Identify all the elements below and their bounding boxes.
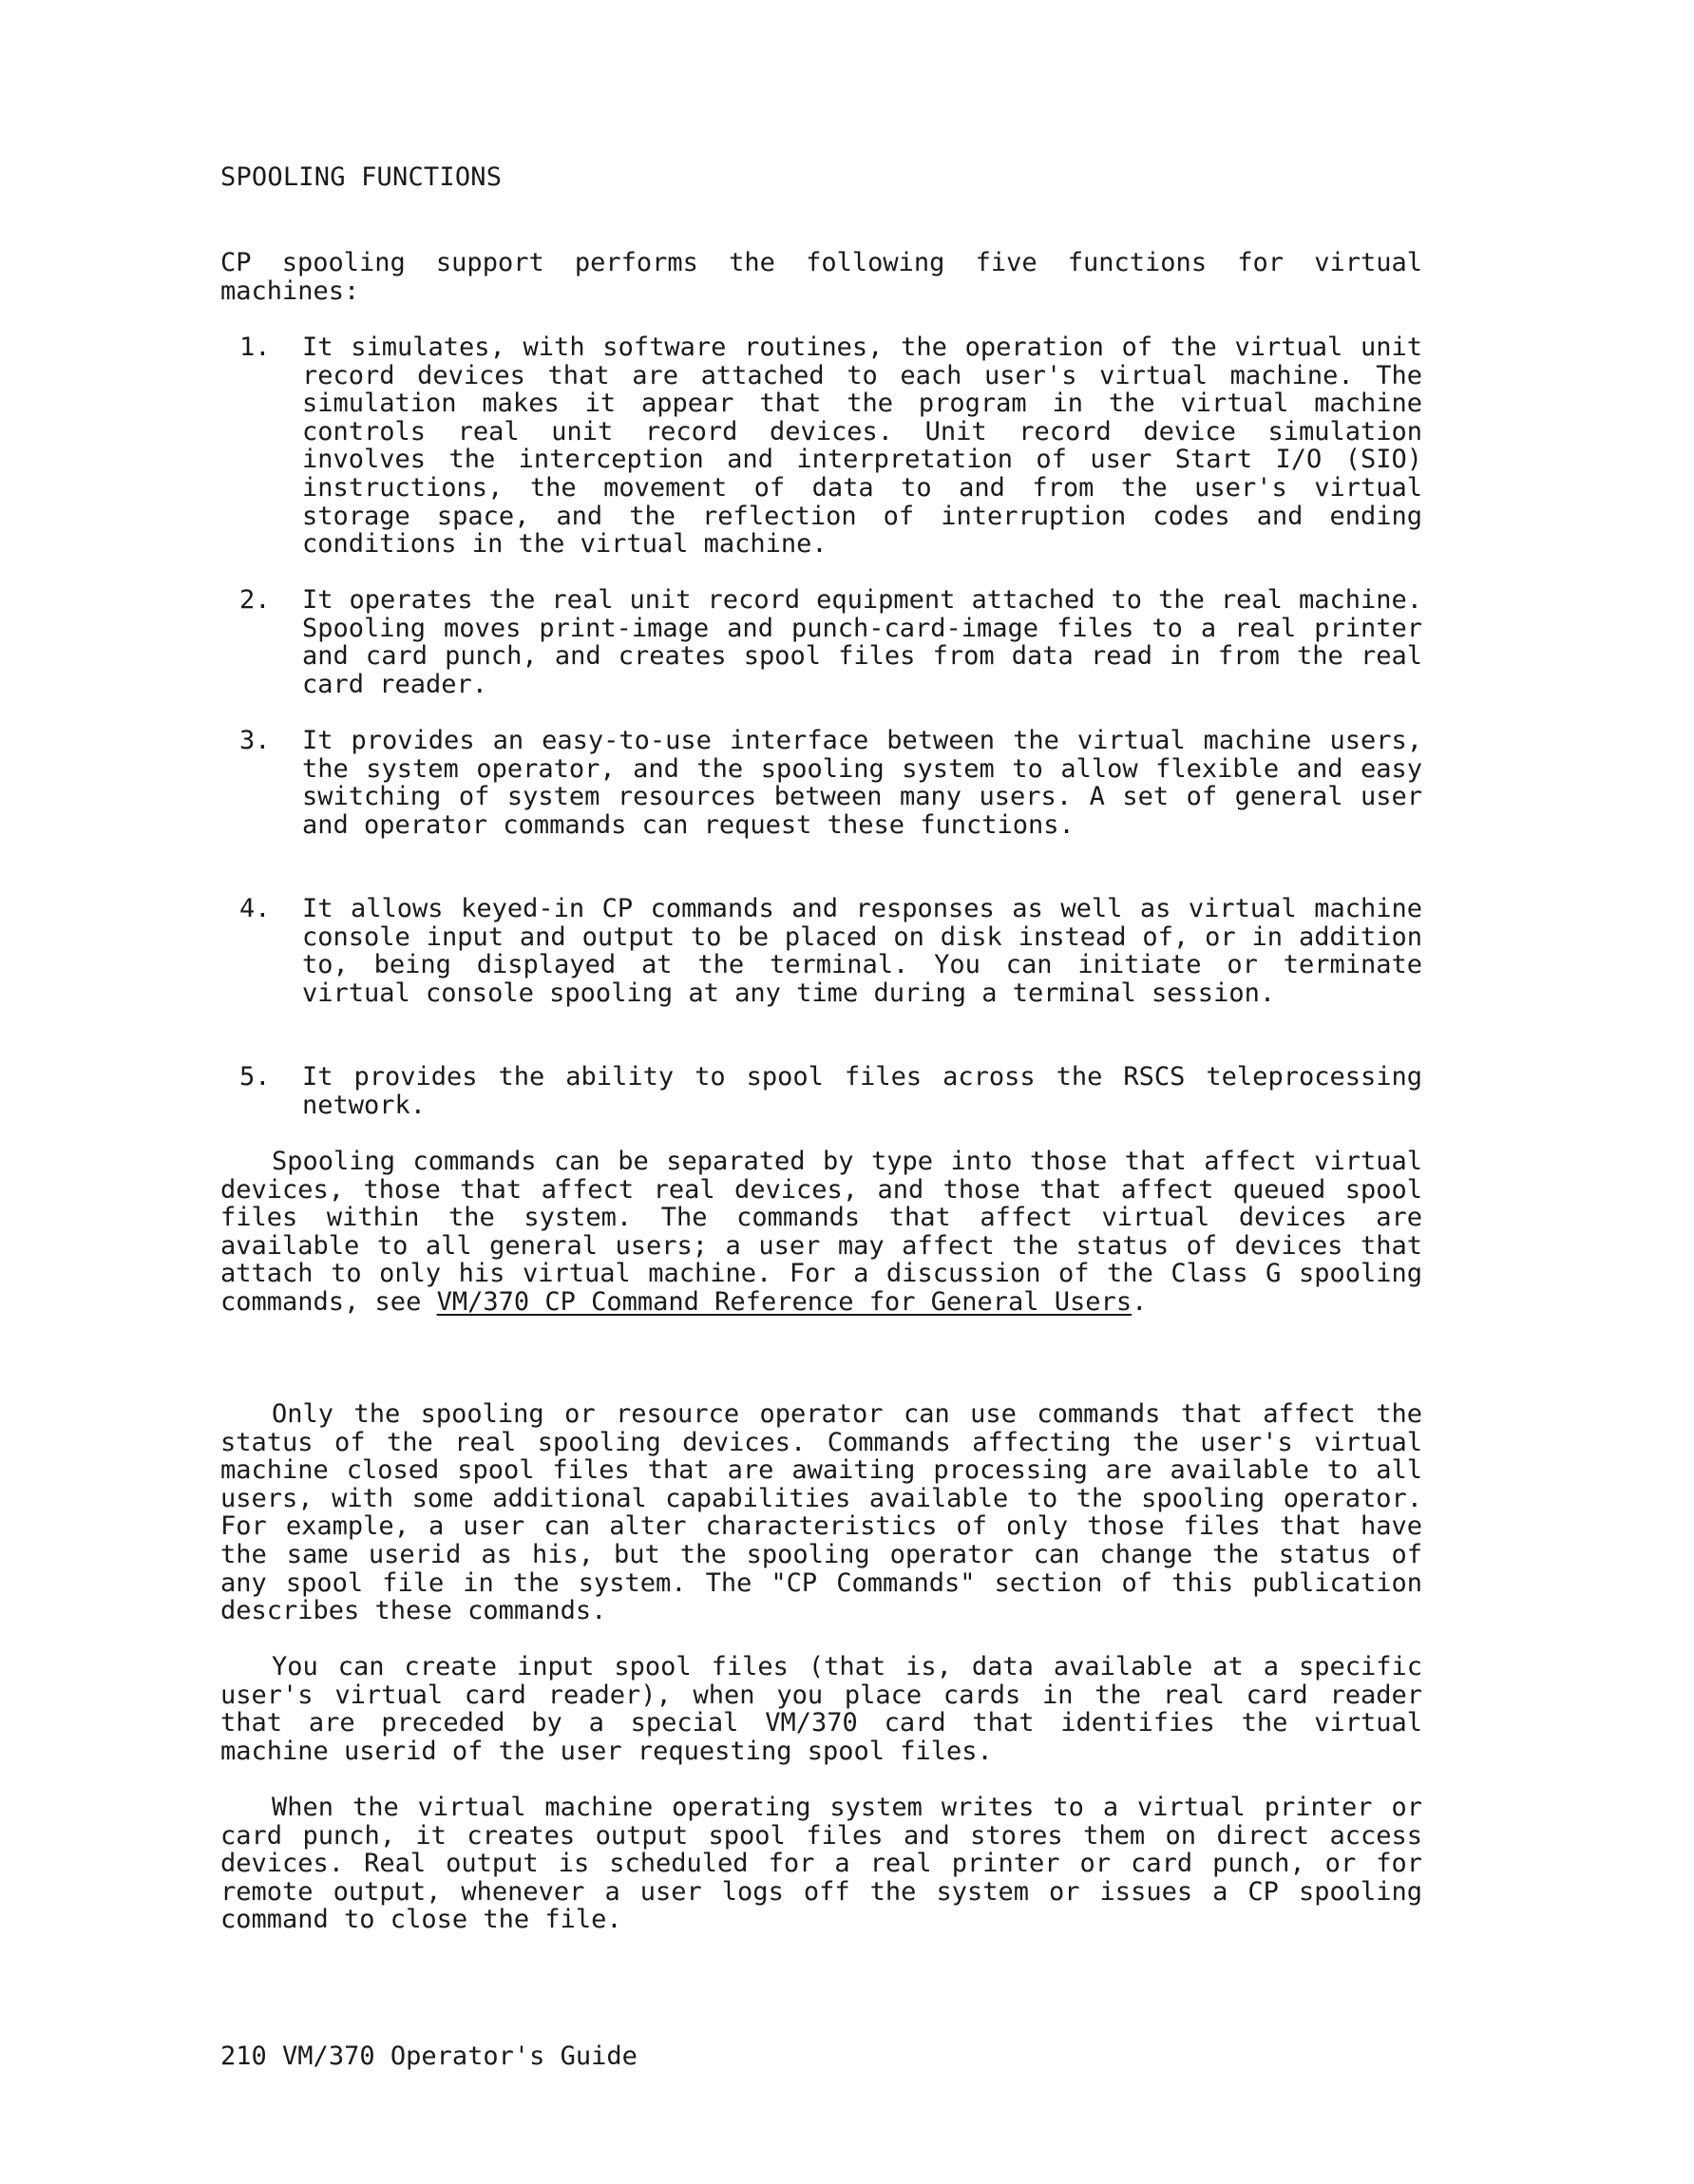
function-item-5 [220, 1063, 1422, 1119]
function-item-2 [220, 586, 1422, 698]
function-item-4 [220, 895, 1422, 1007]
operator-commands-paragraph: Only the spooling or resource operator can use commands that affect the status of the real spooling devices. Commands affecting the user's virtual machine closed spool files that are awaiting processing are available to all users, with some additional capabilities available to the spooling operator. For example, a user can alter characteristics of only those files that have the same userid as his, but the spooling operator can change the status of any spool file in the system. The "CP Commands" section of this publication describes these commands. [220, 1399, 1422, 1626]
function-number: 1. [239, 332, 271, 362]
intro-paragraph: CP spooling support performs the following five functions for virtual machines: [220, 248, 1422, 306]
function-text: It allows keyed-in CP commands and responses as well as virtual machine console input and output to be placed on disk instead of, or in addition to, being displayed at the terminal. You can initiate or terminate virtual console spooling at any time during a terminal session. [302, 894, 1422, 1008]
publication-reference: VM/370 CP Command Reference for General Users [436, 1286, 1133, 1317]
function-number: 5. [239, 1062, 271, 1092]
paragraph-end: . [1132, 1286, 1148, 1317]
function-item-3 [220, 727, 1422, 839]
publication-title: VM/370 Operator's Guide [282, 2042, 638, 2071]
page-footer [220, 2042, 638, 2071]
output-spool-paragraph: When the virtual machine operating system writes to a virtual printer or card punch, it creates output spool files and stores them on direct access devices. Real output is scheduled for a real printer or card punch, or for remote output, whenever a user logs off the system or issues a CP spooling command to close the file. [220, 1793, 1422, 1935]
input-spool-paragraph: You can create input spool files (that is, data available at a specific user's virtual card reader), when you place cards in the real card reader that are preceded by a special VM/370 card that identifies the virtual machine userid of the user requesting spool files. [220, 1652, 1422, 1766]
page-number: 210 [220, 2042, 267, 2071]
function-item-1 [220, 333, 1422, 559]
section-title: SPOOLING FUNCTIONS [220, 162, 503, 192]
function-text: It operates the real unit record equipment attached to the real machine. Spooling moves print-image and punch-card-image files to a real printer and card punch, and creates spool files from data read in from the real card reader. [302, 585, 1422, 699]
spooling-commands-paragraph [220, 1148, 1422, 1317]
function-number: 4. [239, 894, 271, 923]
paragraph-text: Spooling commands can be separated by type into those that affect virtual devices, those that affect real devices, and those that affect queued spool files within the system. The commands that affect virtual devices are available to all general users; a user may affect the status of devices that attach to only his virtual machine. For a discussion of the Class G spooling commands, see [220, 1147, 1422, 1317]
function-text: It provides the ability to spool files across the RSCS teleprocessing network. [302, 1062, 1422, 1120]
function-number: 2. [239, 585, 271, 615]
function-number: 3. [239, 726, 271, 755]
function-text: It simulates, with software routines, the operation of the virtual unit record devices that are attached to each user's virtual machine. The simulation makes it appear that the program in the virtual machine controls real unit record devices. Unit record device simulation involves the interception and interpretation of user Start I/O (SIO) instructions, the movement of data to and from the user's virtual storage space, and the reflection of interruption codes and ending conditions in the virtual machine. [302, 332, 1422, 560]
function-text: It provides an easy-to-use interface between the virtual machine users, the system operator, and the spooling system to allow flexible and easy switching of system resources between many users. A set of general user and operator commands can request these functions. [302, 726, 1422, 840]
